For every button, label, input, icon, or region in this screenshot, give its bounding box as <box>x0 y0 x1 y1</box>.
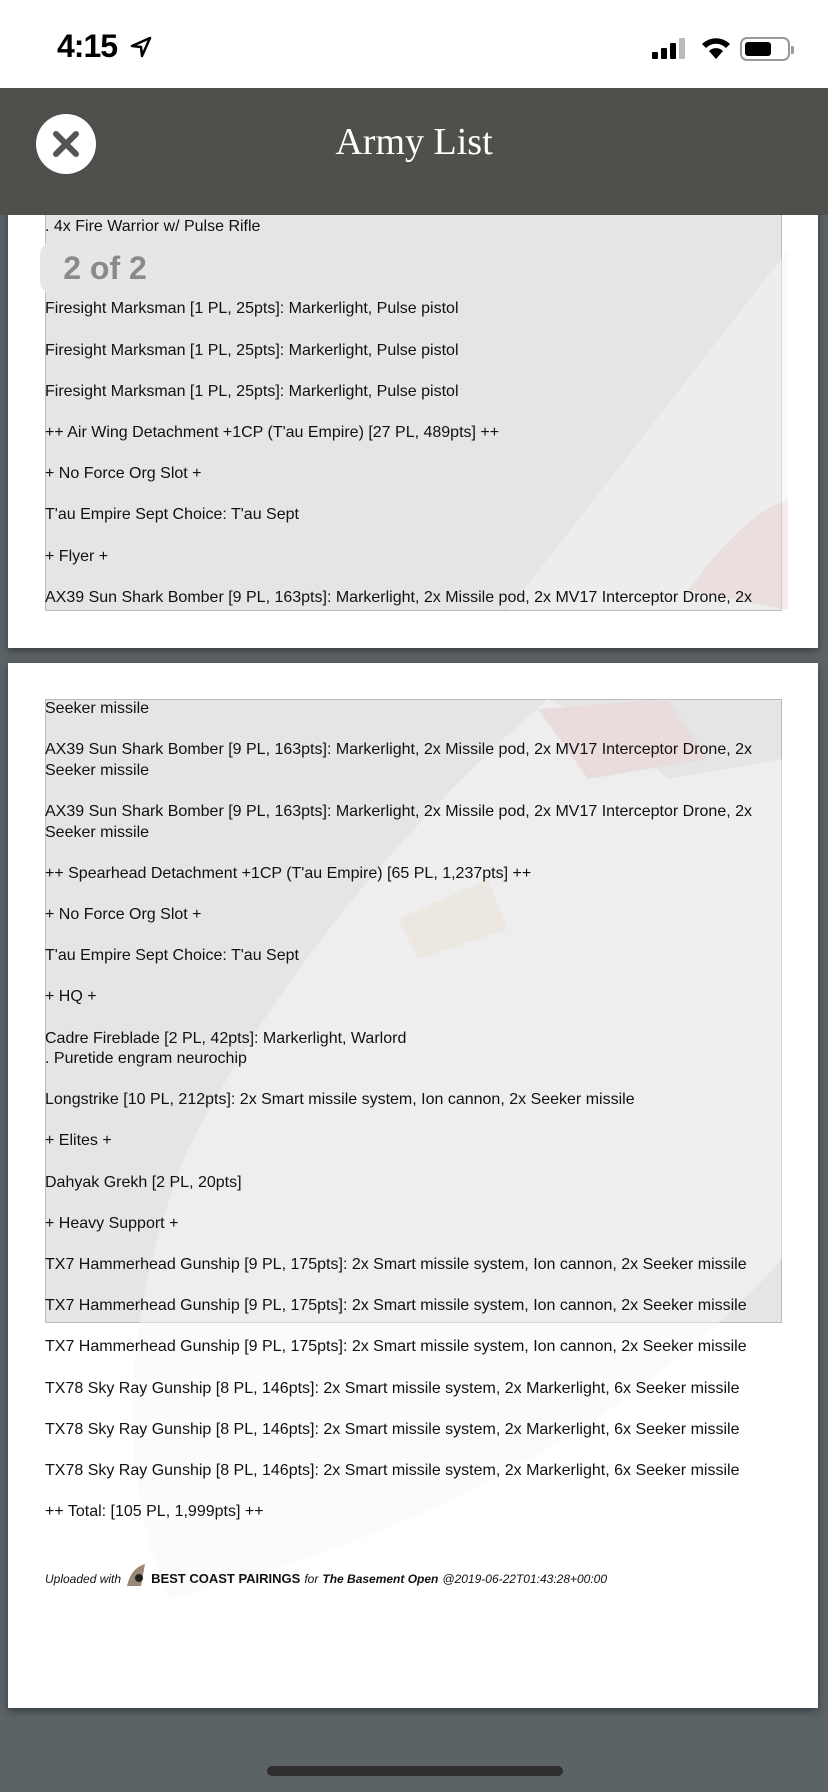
bcp-logo-icon <box>125 1564 147 1586</box>
for-label: for <box>304 1572 319 1586</box>
list-line: + Elites + <box>45 1132 112 1150</box>
list-line: T'au Empire Sept Choice: T'au Sept <box>45 506 299 524</box>
list-line: Firesight Marksman [1 PL, 25pts]: Markerlight, Pulse pistol <box>45 300 459 318</box>
document-page-1[interactable] <box>8 150 818 648</box>
list-line: Dahyak Grekh [2 PL, 20pts] <box>45 1173 242 1191</box>
list-line: + Flyer + <box>45 547 109 565</box>
location-arrow-icon <box>130 36 152 58</box>
list-line: TX78 Sky Ray Gunship [8 PL, 146pts]: 2x Smart missile system, 2x Markerlight, 6x Seeker missile <box>45 1379 740 1397</box>
list-line: + No Force Org Slot + <box>45 905 202 923</box>
list-line: TX78 Sky Ray Gunship [8 PL, 146pts]: 2x Smart missile system, 2x Markerlight, 6x Seeker missile <box>45 1461 740 1479</box>
list-line: Longstrike [10 PL, 212pts]: 2x Smart missile system, Ion cannon, 2x Seeker missile <box>45 1091 635 1109</box>
list-line: AX39 Sun Shark Bomber [9 PL, 163pts]: Markerlight, 2x Missile pod, 2x MV17 Interceptor Drone, 2x Seeker missile <box>45 741 753 779</box>
army-list-text <box>45 699 785 1543</box>
list-line: ++ Spearhead Detachment +1CP (T'au Empire) [65 PL, 1,237pts] ++ <box>45 864 532 882</box>
page-indicator: 2 of 2 <box>40 241 170 295</box>
list-line: AX39 Sun Shark Bomber [9 PL, 163pts]: Markerlight, 2x Missile pod, 2x MV17 Interceptor Drone, 2x <box>45 588 753 606</box>
list-line: Firesight Marksman [1 PL, 25pts]: Markerlight, Pulse pistol <box>45 341 459 359</box>
wifi-icon <box>700 36 732 60</box>
list-line: Cadre Fireblade [2 PL, 42pts]: Markerlight, Warlord <box>45 1029 407 1047</box>
list-line: + HQ + <box>45 988 97 1006</box>
upload-timestamp: @2019-06-22T01:43:28+00:00 <box>442 1572 608 1586</box>
list-line: . 4x Fire Warrior w/ Pulse Rifle <box>45 218 261 235</box>
page-title: Army List <box>335 121 493 163</box>
upload-footer <box>45 1564 607 1586</box>
battery-icon <box>740 37 790 61</box>
list-line: ++ Air Wing Detachment +1CP (T'au Empire) [27 PL, 489pts] ++ <box>45 423 500 441</box>
uploaded-label: Uploaded with <box>45 1572 122 1586</box>
list-line: + Heavy Support + <box>45 1214 179 1232</box>
list-line: TX78 Sky Ray Gunship [8 PL, 146pts]: 2x Smart missile system, 2x Markerlight, 6x Seeker missile <box>45 1420 740 1438</box>
list-line: T'au Empire Sept Choice: T'au Sept <box>45 947 299 965</box>
list-line: + No Force Org Slot + <box>45 465 202 483</box>
clock: 4:15 <box>57 28 118 64</box>
list-line: Firesight Marksman [1 PL, 25pts]: Markerlight, Pulse pistol <box>45 382 459 400</box>
list-line: Seeker missile <box>45 700 150 717</box>
list-line: . Puretide engram neurochip <box>45 1050 247 1068</box>
list-line: AX39 Sun Shark Bomber [9 PL, 163pts]: Markerlight, 2x Missile pod, 2x MV17 Interceptor Drone, 2x Seeker missile <box>45 802 753 841</box>
signal-icon <box>652 38 685 59</box>
status-bar <box>0 0 828 88</box>
list-line: ++ Total: [105 PL, 1,999pts] ++ <box>45 1503 264 1521</box>
document-page-2[interactable] <box>8 663 818 1708</box>
brand-name: BEST COAST PAIRINGS <box>151 1571 301 1586</box>
list-line: TX7 Hammerhead Gunship [9 PL, 175pts]: 2x Smart missile system, Ion cannon, 2x Seeker missile <box>45 1256 747 1274</box>
home-indicator[interactable] <box>267 1766 563 1776</box>
event-name: The Basement Open <box>322 1572 439 1586</box>
list-line: TX7 Hammerhead Gunship [9 PL, 175pts]: 2x Smart missile system, Ion cannon, 2x Seeker missile <box>45 1297 747 1315</box>
list-line: TX7 Hammerhead Gunship [9 PL, 175pts]: 2x Smart missile system, Ion cannon, 2x Seeker missile <box>45 1338 747 1356</box>
